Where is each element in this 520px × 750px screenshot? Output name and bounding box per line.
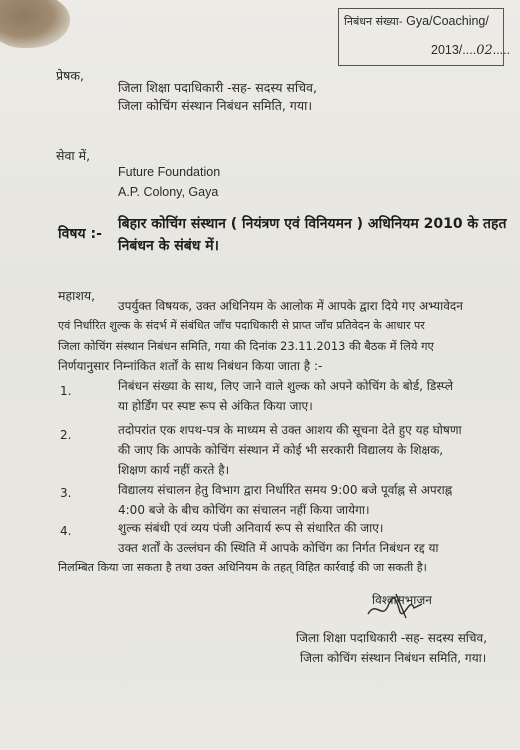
closing-line-1: उक्त शर्तों के उल्लंघन की स्थिति में आपके कोचिंग का निर्गत निबंधन रद्द या [118,541,439,555]
condition-1-line-2: या होर्डिंग पर स्पष्ट रूप से अंकित किया जाए। [118,399,313,413]
registration-year: 2013/.... [431,43,477,57]
body-line-1: उपर्युक्त विषयक, उक्त अधिनियम के आलोक में आपके द्वारा दिये गए अभ्यावेदन [118,299,463,313]
body-line-4: निर्णयानुसार निम्नांकित शर्तों के साथ निबंधन किया जाता है :- [58,359,323,373]
registration-box [338,8,511,66]
condition-1-number: 1. [60,384,72,398]
signatory-line-1: जिला शिक्षा पदाधिकारी -सह- सदस्य सचिव, [296,631,488,645]
registration-line-2 [431,43,510,58]
paper-stain [0,0,70,48]
closing-line-2: निलम्बित किया जा सकता है तथा उक्त अधिनियम के तहत् विहित कार्रवाई की जा सकती है। [58,561,427,574]
registration-label: निबंधन संख्या- [344,15,403,28]
condition-2-line-1: तदोपरांत एक शपथ-पत्र के माध्यम से उक्त आशय की सूचना देते हुए यह घोषणा [118,423,462,437]
condition-2-line-3: शिक्षण कार्य नहीं करते है। [118,463,230,477]
registration-dots: ..... [492,43,511,57]
subject-line-2: निबंधन के संबंध में। [118,238,219,254]
sender-line-1: जिला शिक्षा पदाधिकारी -सह- सदस्य सचिव, [118,80,317,95]
sender-label: प्रेषक, [56,68,84,83]
condition-2-number: 2. [60,428,72,442]
subject-line-1: बिहार कोचिंग संस्थान ( नियंत्रण एवं विनियमन ) अधिनियम 2010 के तहत [118,216,507,232]
condition-4-number: 4. [60,524,72,538]
condition-4-line-1: शुल्क संबंधी एवं व्यय पंजी अनिवार्य रूप से संधारित की जाए। [118,521,384,535]
body-line-2: एवं निर्धारित शुल्क के संदर्भ में संबंधित जाँच पदाधिकारी से प्राप्त जाँच प्रतिवेदन के आधार पर [58,319,425,332]
handwritten-signature [366,590,428,624]
valediction: विश्वासभाजन [372,593,432,607]
sender-line-2: जिला कोचिंग संस्थान निबंधन समिति, गया। [118,98,313,113]
condition-2-line-2: की जाए कि आपके कोचिंग संस्थान में कोई भी सरकारी विद्यालय के शिक्षक, [118,443,444,457]
subject-label: विषय :- [58,226,102,242]
signatory-line-2: जिला कोचिंग संस्थान निबंधन समिति, गया। [300,651,487,665]
recipient-line-1: Future Foundation [118,165,221,179]
salutation: महाशय, [58,288,96,303]
condition-3-line-2: 4:00 बजे के बीच कोचिंग का संचालन नहीं किया जायेगा। [118,503,370,517]
condition-3-line-1: विद्यालय संचालन हेतु विभाग द्वारा निर्धारित समय 9:00 बजे पूर्वाह्न से अपराह्न [118,483,453,497]
registration-number: 02 [476,43,493,58]
registration-line-1 [344,14,489,29]
condition-1-line-1: निबंधन संख्या के साथ, लिए जाने वाले शुल्क को अपने कोचिंग के बोर्ड, डिस्प्ले [118,379,454,393]
recipient-line-2: A.P. Colony, Gaya [118,185,219,199]
recipient-label: सेवा में, [56,148,91,163]
condition-3-number: 3. [60,486,72,500]
body-line-3: जिला कोचिंग संस्थान निबंधन समिति, गया की दिनांक 23.11.2013 की बैठक में लिये गए [58,339,434,353]
registration-office: Gya/Coaching/ [406,14,489,28]
